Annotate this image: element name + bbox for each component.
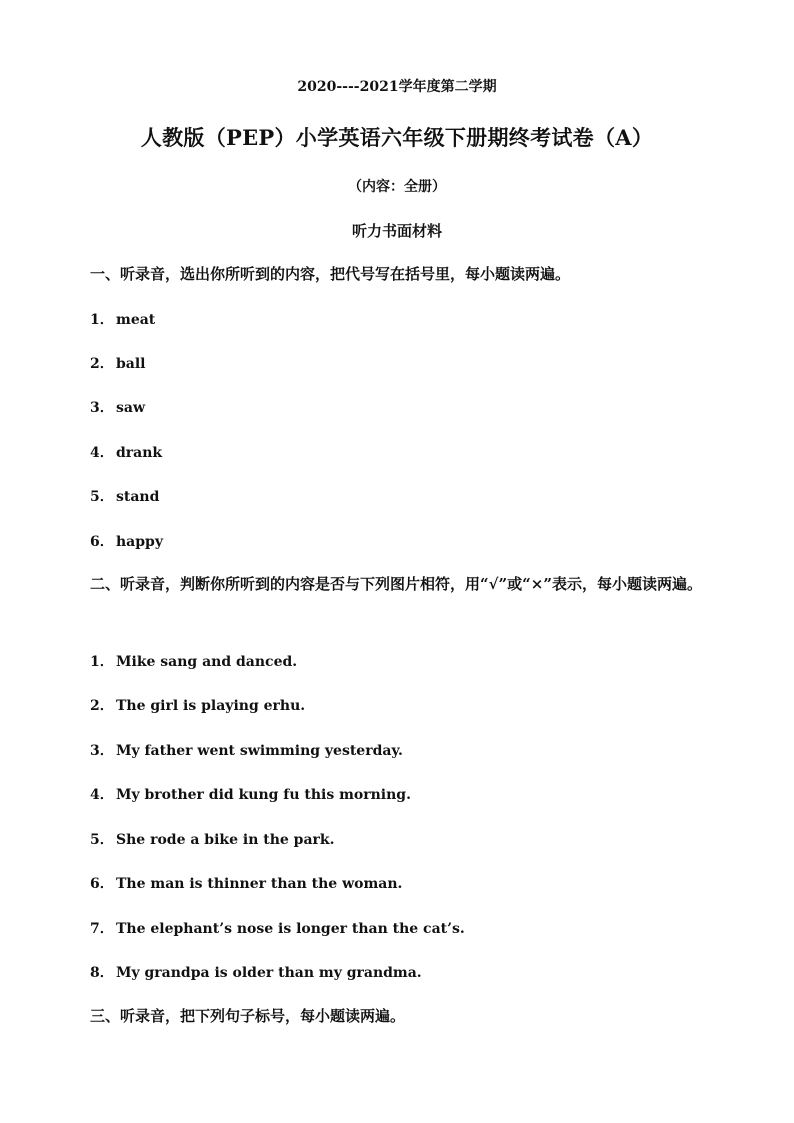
section-2-item xyxy=(90,696,305,716)
section-2-instruction: 二、听录音，判断你所听到的内容是否与下列图片相符，用“√”或“×”表示，每小题读两遍。 xyxy=(90,575,702,593)
section-2-item xyxy=(90,919,465,939)
item-number: 6． xyxy=(90,534,114,550)
item-text: drank xyxy=(116,445,163,461)
item-number: 1． xyxy=(90,312,114,328)
item-text: My grandpa is older than my grandma. xyxy=(116,965,422,981)
section-1-item xyxy=(90,487,159,507)
section-1-item xyxy=(90,532,163,552)
item-text: saw xyxy=(116,400,146,416)
exam-scope: （内容：全册） xyxy=(348,179,446,195)
item-text: Mike sang and danced. xyxy=(116,654,298,670)
item-text: My father went swimming yesterday. xyxy=(116,743,403,759)
item-number: 6． xyxy=(90,876,114,892)
item-number: 7． xyxy=(90,921,114,937)
item-text: My brother did kung fu this morning. xyxy=(116,787,411,803)
section-2-item xyxy=(90,741,403,761)
section-2-item xyxy=(90,874,402,894)
item-number: 3． xyxy=(90,400,114,416)
section-1-item xyxy=(90,443,162,463)
item-number: 4． xyxy=(90,445,114,461)
item-text: stand xyxy=(116,489,160,505)
listening-material-heading: 听力书面材料 xyxy=(351,222,442,240)
school-year: 2020----2021学年度第二学期 xyxy=(297,79,497,95)
item-text: The elephant’s nose is longer than the cat’s. xyxy=(116,921,465,937)
section-1-item xyxy=(90,398,145,418)
item-number: 5． xyxy=(90,489,114,505)
section-1-item xyxy=(90,354,146,374)
item-number: 3． xyxy=(90,743,114,759)
exam-title: 人教版（PEP）小学英语六年级下册期终考试卷（A） xyxy=(140,125,654,150)
item-text: She rode a bike in the park. xyxy=(116,832,335,848)
item-text: The man is thinner than the woman. xyxy=(116,876,403,892)
item-number: 4． xyxy=(90,787,114,803)
item-number: 2． xyxy=(90,356,114,372)
item-number: 2． xyxy=(90,698,114,714)
item-number: 1． xyxy=(90,654,114,670)
section-1-instruction: 一、听录音，选出你所听到的内容，把代号写在括号里，每小题读两遍。 xyxy=(90,265,571,283)
section-2-item xyxy=(90,652,297,672)
item-number: 8． xyxy=(90,965,114,981)
section-1-item xyxy=(90,310,155,330)
item-text: meat xyxy=(116,312,156,328)
item-text: happy xyxy=(116,534,163,550)
item-number: 5． xyxy=(90,832,114,848)
section-2-item xyxy=(90,963,422,983)
section-3-instruction: 三、听录音，把下列句子标号，每小题读两遍。 xyxy=(90,1007,406,1025)
section-2-item xyxy=(90,785,411,805)
item-text: ball xyxy=(116,356,146,372)
section-2-item xyxy=(90,830,335,850)
item-text: The girl is playing erhu. xyxy=(116,698,306,714)
